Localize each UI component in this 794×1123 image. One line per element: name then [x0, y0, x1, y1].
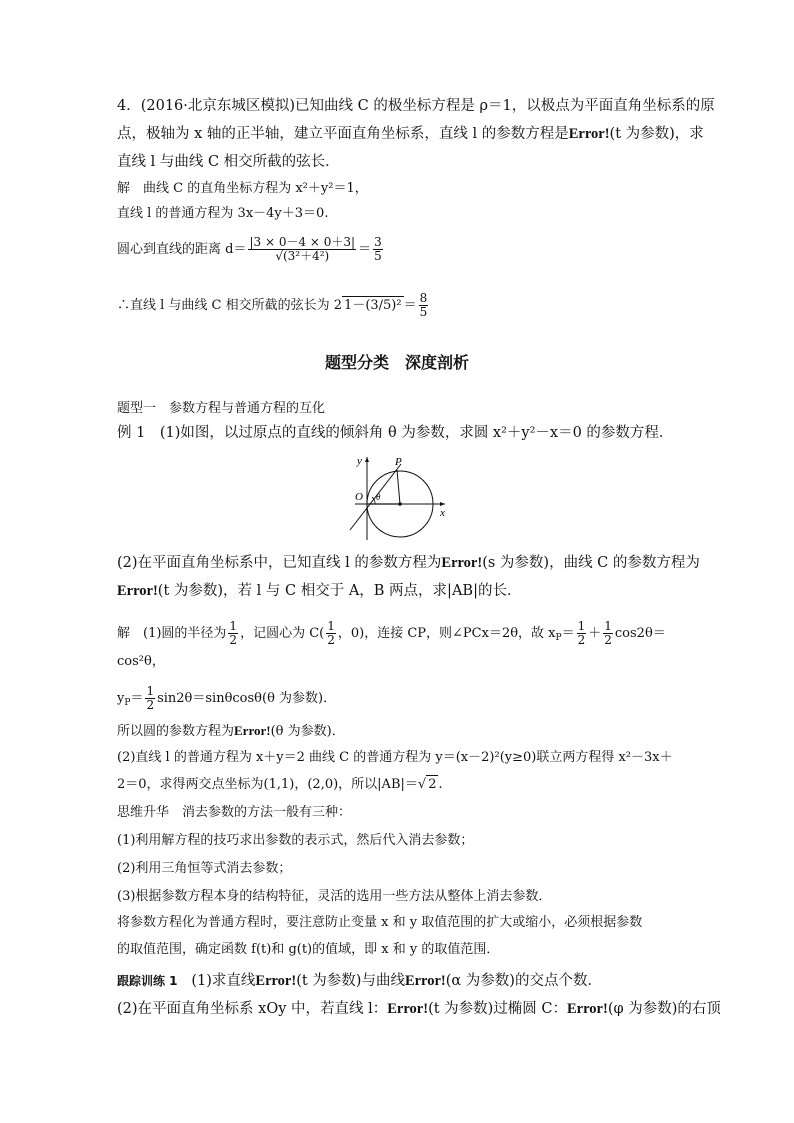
practice-line-2: [117, 1000, 721, 1018]
fraction-denominator: 2: [604, 633, 612, 647]
error-token: Error!: [567, 1001, 608, 1017]
solution-line-1: 解 曲线 C 的直角坐标方程为 x²＋y²＝1，: [117, 181, 368, 196]
fraction-numerator: 8: [419, 291, 428, 305]
fraction-denominator: 2: [577, 633, 586, 647]
x-axis-arrow: [440, 502, 445, 506]
fraction-denominator: 2: [229, 633, 238, 647]
summary-note-1: 将参数方程化为普通方程时，要注意防止变量 x 和 y 取值范围的扩大或缩小，必须根据参数: [117, 915, 643, 930]
text-span: (1)求直线: [191, 973, 256, 989]
fraction-numerator: 1: [327, 619, 335, 633]
text-span: ∴直线 l 与曲线 C 相交所截的弦长为 2: [117, 298, 343, 313]
fraction-numerator: 1: [229, 619, 238, 633]
sqrt-radicand: 2: [428, 777, 437, 792]
text-span: 圆心到直线的距离 d＝: [117, 242, 247, 257]
practice-tag: 跟踪训练 1: [117, 974, 178, 988]
text-span: (t 为参数)过椭圆 C：: [428, 1001, 568, 1017]
fraction-denominator: √(3²＋4²): [275, 249, 330, 263]
text-span: ＝: [130, 691, 144, 706]
text-span: (α 为参数)的交点个数．: [445, 973, 602, 989]
result-fraction: [373, 236, 383, 263]
fraction-numerator: 1: [604, 619, 612, 633]
text-span: .: [438, 777, 443, 792]
error-token: Error!: [255, 973, 297, 989]
cp-segment: [397, 470, 400, 504]
y-label: y: [357, 455, 362, 467]
summary-method-2: (2)利用三角恒等式消去参数；: [117, 861, 292, 876]
half-fraction: [577, 620, 587, 647]
fraction-denominator: 5: [419, 305, 428, 319]
half-fraction: [326, 620, 336, 647]
fraction-numerator: |3 × 0－4 × 0＋3|: [249, 235, 356, 249]
text-span: (t 为参数)，若 l 与 C 相交于 A，B 两点，求|AB|的长．: [157, 583, 522, 599]
text-span: ＋: [588, 626, 602, 641]
text-span: ＝: [403, 298, 417, 313]
text-span: (s 为参数)，曲线 C 的参数方程为: [482, 555, 700, 571]
problem-4-line-2: [117, 125, 704, 143]
chord-fraction: [419, 292, 429, 319]
text-span: ＝: [358, 242, 372, 257]
text-span: (t 为参数)与曲线: [296, 973, 405, 989]
fraction-numerator: 1: [146, 684, 155, 698]
text-span: sin2θ＝sinθcosθ(θ 为参数)．: [157, 691, 337, 706]
fraction-denominator: 5: [374, 249, 382, 263]
fraction-numerator: 1: [577, 619, 586, 633]
text-span: (2)在平面直角坐标系中，已知直线 l 的参数方程为: [117, 555, 442, 571]
y-axis-arrow: [365, 457, 369, 462]
summary-method-1: (1)利用解方程的技巧求出参数的表示式，然后代入消去参数；: [117, 833, 474, 848]
error-token: Error!: [568, 126, 610, 142]
sqrt-radicand: 1－(3/5)²: [344, 298, 402, 313]
half-fraction: [603, 620, 613, 647]
type1-heading: 题型一 参数方程与普通方程的互化: [117, 401, 326, 416]
fraction-numerator: 3: [374, 235, 382, 249]
text-span: ＝: [561, 626, 575, 641]
x-label: x: [440, 507, 445, 519]
text-span: 解 (1)圆的半径为: [117, 626, 227, 641]
problem-4-line-1: 4．(2016·北京东城区模拟)已知曲线 C 的极坐标方程是 ρ＝1，以极点为平面直角坐标系的原: [117, 98, 715, 114]
fraction-denominator: 2: [146, 698, 155, 712]
subscript: P: [555, 633, 562, 643]
summary-note-2: 的取值范围，确定函数 f(t)和 g(t)的值域，即 x 和 y 的取值范围．: [117, 942, 500, 957]
example1-question-1: 例 1 (1)如图，以过原点的直线的倾斜角 θ 为参数，求圆 x²＋y²－x＝0 的参数方程．: [117, 425, 674, 441]
fraction-denominator: 2: [327, 633, 335, 647]
text-span: (t 为参数)，求: [609, 126, 704, 142]
text-span: ，0)，连接 CP，则∠PCx＝2θ，故 x: [337, 626, 556, 641]
text-span: (θ 为参数)．: [270, 724, 345, 739]
solution-line-2: 直线 l 的普通方程为 3x－4y＋3＝0.: [117, 206, 329, 221]
theta-label: θ: [376, 492, 381, 502]
practice-line-1: [117, 972, 602, 990]
o-label: O: [355, 491, 363, 503]
example1-question-2-line-2: [117, 582, 521, 600]
circle-figure: [345, 452, 455, 542]
summary-heading: 思维升华 消去参数的方法一般有三种：: [117, 805, 352, 820]
example1-solution-line-6: 2＝0，求得两交点坐标为(1,1)，(2,0)，所以|AB|＝√ 2 .: [117, 777, 443, 792]
text-span: ，记圆心为 C(: [240, 626, 325, 641]
example1-solution-line-5: (2)直线 l 的普通方程为 x＋y＝2 曲线 C 的普通方程为 y＝(x－2)²(y≥0)联立两方程得 x²－3x＋: [117, 750, 673, 765]
text-span: (2)在平面直角坐标系 xOy 中，若直线 l：: [117, 1001, 388, 1017]
solution-line-4: [117, 292, 430, 319]
error-token: Error!: [387, 1001, 429, 1017]
subscript: P: [124, 698, 131, 708]
example1-question-2-line-1: [117, 554, 700, 572]
p-label: P: [395, 456, 402, 468]
section-title: 题型分类 深度剖析: [324, 353, 469, 372]
solution-line-3: [117, 236, 385, 263]
example1-solution-line-3: [117, 685, 336, 712]
error-token: Error!: [234, 723, 271, 738]
problem-4-line-3: 直线 l 与曲线 C 相交所截的弦长．: [117, 154, 340, 170]
half-fraction: [228, 620, 238, 647]
text-span: 点，极轴为 x 轴的正半轴，建立平面直角坐标系，直线 l 的参数方程是: [117, 126, 569, 142]
error-token: Error!: [441, 555, 483, 571]
summary-method-3: (3)根据参数方程本身的结构特征，灵活的选用一些方法从整体上消去参数．: [117, 889, 552, 904]
half-fraction: [145, 685, 155, 712]
text-span: 所以圆的参数方程为: [117, 724, 235, 739]
example1-solution-line-4: [117, 722, 345, 741]
text-span: 2＝0，求得两交点坐标为(1,1)，(2,0)，所以|AB|＝: [117, 777, 418, 792]
text-span: (φ 为参数)的右顶: [607, 1001, 721, 1017]
example1-solution-line-2: cos²θ，: [117, 654, 165, 669]
text-span: cos2θ＝: [614, 626, 666, 641]
error-token: Error!: [117, 583, 158, 599]
text-span: y: [117, 691, 125, 706]
example1-solution-line-1: [117, 620, 666, 647]
distance-fraction: [248, 236, 356, 263]
error-token: Error!: [404, 973, 446, 989]
